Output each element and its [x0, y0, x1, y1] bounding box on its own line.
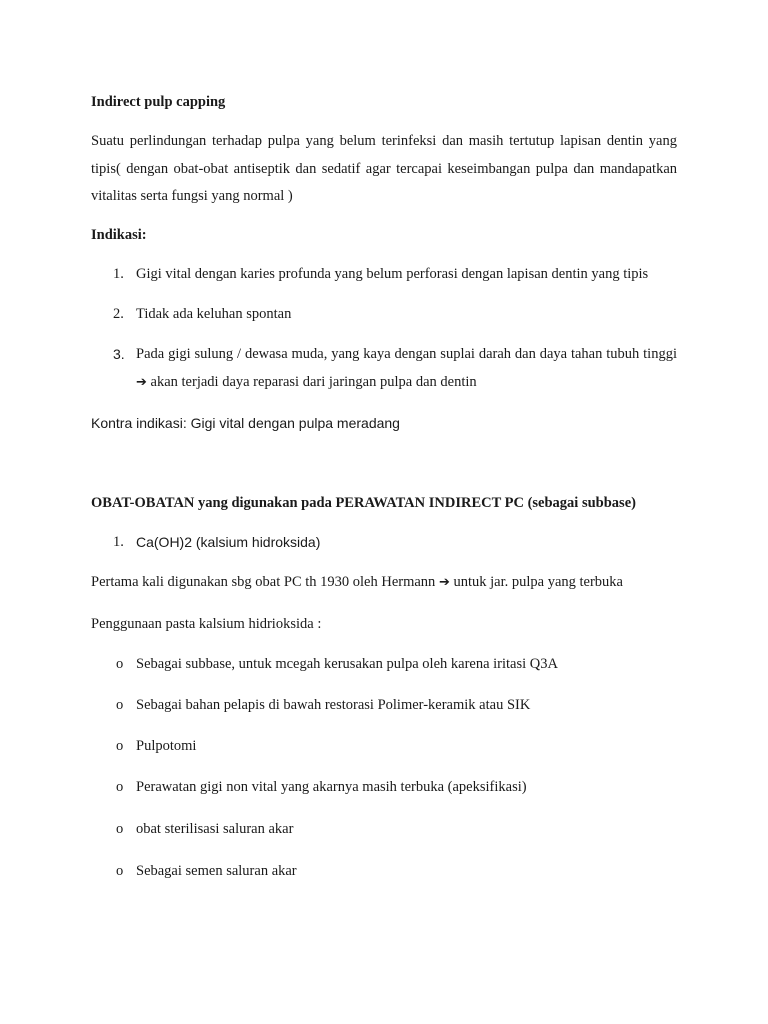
list-number: 3.	[113, 346, 125, 362]
definition-paragraph: Suatu perlindungan terhadap pulpa yang belum terinfeksi dan masih tertutup lapisan dentin yang tipis( dengan obat-obat antiseptik dan sedatif agar tercapai keseimbangan pulpa dan mandapatkan vitalitas serta fungsi yang normal )	[91, 133, 677, 204]
indication-text: Gigi vital dengan karies profunda yang belum perforasi dengan lapisan dentin yang tipis	[136, 266, 649, 282]
list-number: 1.	[113, 266, 124, 282]
drug-text: Ca(OH)2 (kalsium hidroksida)	[136, 534, 321, 550]
indications-heading: Indikasi:	[91, 227, 147, 243]
indication-text	[136, 341, 677, 396]
history-text-part: Pertama kali digunakan sbg obat PC th 1930 oleh Hermann	[91, 574, 439, 590]
list-number: 2.	[113, 306, 124, 322]
indication-text-part: akan terjadi daya reparasi dari jaringan pulpa dan dentin	[146, 373, 477, 390]
bullet-marker: o	[116, 821, 124, 837]
history-line	[91, 569, 677, 597]
usage-heading: Penggunaan pasta kalsium hidrioksida :	[91, 616, 322, 632]
use-text: Sebagai semen saluran akar	[136, 863, 297, 879]
bullet-marker: o	[116, 863, 124, 879]
indication-text-part: Pada gigi sulung / dewasa muda, yang kaya dengan suplai darah dan daya tahan tubuh tinggi	[136, 346, 677, 362]
use-text: obat sterilisasi saluran akar	[136, 821, 294, 837]
bullet-marker: o	[116, 697, 124, 713]
history-text-part: untuk jar. pulpa yang terbuka	[449, 574, 623, 590]
indication-text: Tidak ada keluhan spontan	[136, 306, 292, 322]
list-number: 1.	[113, 534, 124, 550]
bullet-marker: o	[116, 656, 124, 672]
use-text: Sebagai subbase, untuk mcegah kerusakan pulpa oleh karena iritasi Q3A	[136, 656, 558, 672]
document-title: Indirect pulp capping	[91, 94, 226, 110]
use-text: Pulpotomi	[136, 738, 197, 754]
use-text: Perawatan gigi non vital yang akarnya masih terbuka (apeksifikasi)	[136, 779, 527, 795]
right-arrow-icon: ➔	[136, 374, 147, 390]
bullet-marker: o	[116, 779, 124, 795]
contraindication-line: Kontra indikasi: Gigi vital dengan pulpa meradang	[91, 415, 400, 431]
right-arrow-icon: ➔	[438, 575, 450, 590]
bullet-marker: o	[116, 738, 124, 754]
use-text: Sebagai bahan pelapis di bawah restorasi Polimer-keramik atau SIK	[136, 697, 531, 713]
drugs-heading: OBAT-OBATAN yang digunakan pada PERAWATAN INDIRECT PC (sebagai subbase)	[91, 495, 636, 511]
